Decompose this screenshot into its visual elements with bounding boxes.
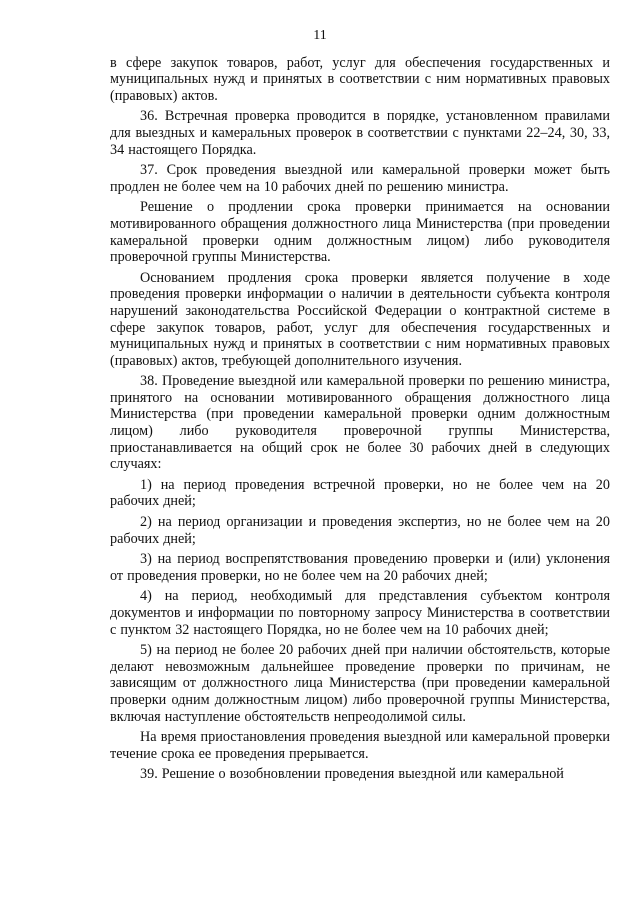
paragraph-item-39: 39. Решение о возобновлении проведения выездной или камеральной xyxy=(140,766,564,783)
list-item-5: 5) на период не более 20 рабочих дней при наличии обстоятельств, которые делают невозможным дальнейшее проведение проверки по причинам, не зависящим от должностного лица Министерства (при проведении камеральной проверки одним должностным лицом) либо проверочной группы Министерства, включая наступление обстоятельств непреодолимой силы. xyxy=(110,642,610,725)
list-item-2: 2) на период организации и проведения экспертиз, но не более чем на 20 рабочих дней; xyxy=(110,514,610,547)
document-body xyxy=(110,55,610,783)
paragraph-extension-grounds: Основанием продления срока проверки является получение в ходе проведения проверки информации о наличии в деятельности субъекта контроля нарушений законодательства Российской Федерации о контрактной системе в сфере закупок товаров, работ, услуг для обеспечения государственных и муниципальных нужд и принятых в соответствии с ним нормативных правовых (правовых) актов, требующей дополнительного изучения. xyxy=(110,269,610,369)
paragraph-item-36: 36. Встречная проверка проводится в порядке, установленном правилами для выездных и камеральных проверок в соответствии с пунктами 22–24, 30, 33, 34 настоящего Порядка. xyxy=(110,108,610,158)
paragraph-extension-decision: Решение о продлении срока проверки принимается на основании мотивированного обращения должностного лица Министерства (при проведении камеральной проверки одним должностным лицом) либо руководителя проверочной группы Министерства. xyxy=(110,199,610,266)
paragraph-suspension-effect: На время приостановления проведения выездной или камеральной проверки течение срока ее проведения прерывается. xyxy=(110,729,610,762)
list-item-4: 4) на период, необходимый для представления субъектом контроля документов и информации по повторному запросу Министерства в соответствии с пунктом 32 настоящего Порядка, но не более чем на 10 рабочих дней; xyxy=(110,588,610,638)
paragraph-item-38: 38. Проведение выездной или камеральной проверки по решению министра, принятого на основании мотивированного обращения должностного лица Министерства (при проведении камеральной проверки одним должностным лицом) либо руководителя проверочной группы Министерства, приостанавливается на общий срок не более 30 рабочих дней в следующих случаях: xyxy=(110,373,610,473)
page-number: 11 xyxy=(313,28,327,43)
paragraph-item-37: 37. Срок проведения выездной или камеральной проверки может быть продлен не более чем на 10 рабочих дней по решению министра. xyxy=(110,162,610,195)
list-item-3: 3) на период воспрепятствования проведению проверки и (или) уклонения от проведения проверки, но не более чем на 20 рабочих дней; xyxy=(110,551,610,584)
paragraph-continuation: в сфере закупок товаров, работ, услуг для обеспечения государственных и муниципальных нужд и принятых в соответствии с ним нормативных правовых (правовых) актов. xyxy=(110,54,610,104)
list-item-1: 1) на период проведения встречной проверки, но не более чем на 20 рабочих дней; xyxy=(110,476,610,510)
